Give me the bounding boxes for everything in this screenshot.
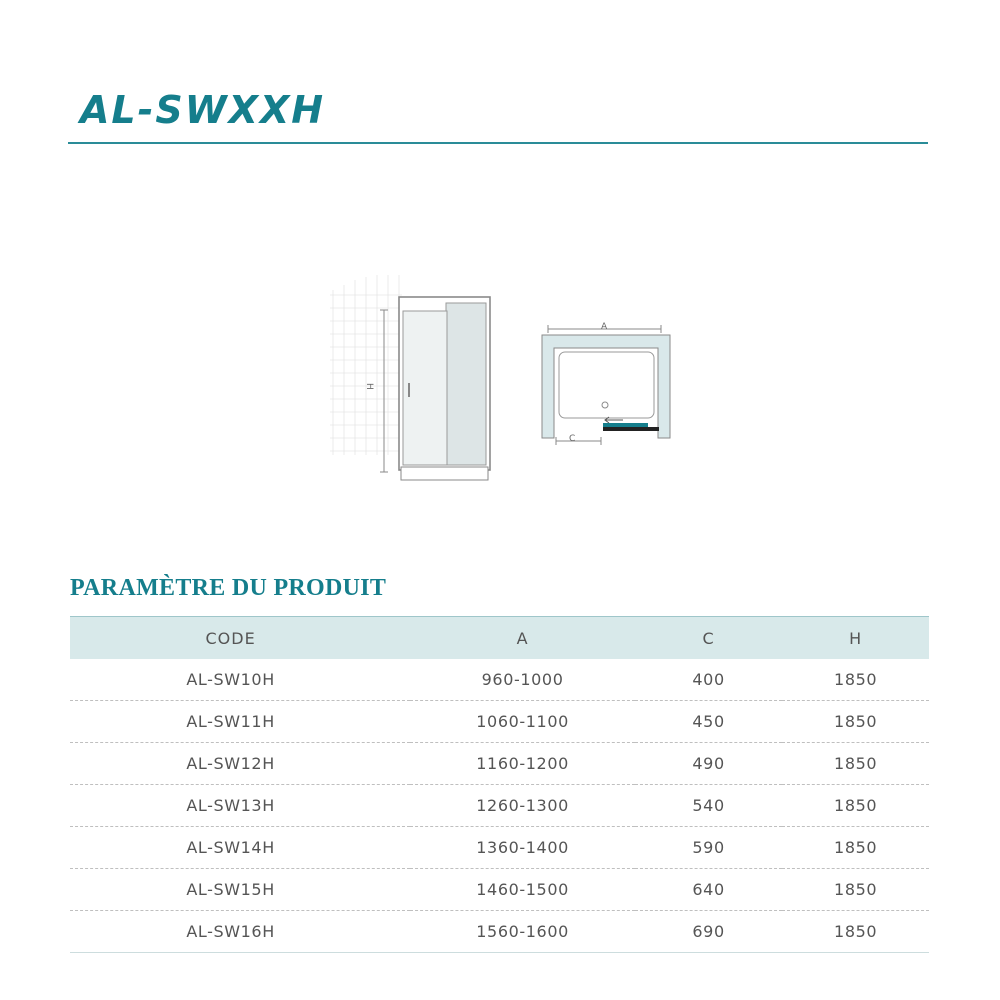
cell-h: 1850 [782,911,929,953]
product-diagrams [325,275,685,490]
cell-c: 400 [635,659,782,701]
opening-label: C [569,434,576,444]
cell-h: 1850 [782,827,929,869]
glass-panel-top-sliding [603,423,648,427]
cell-a: 1260-1300 [410,785,635,827]
cell-a: 1560-1600 [410,911,635,953]
opening-dimension [556,437,601,445]
table-row [70,869,929,911]
header-a: A [410,617,635,660]
header-code: CODE [70,617,410,660]
cell-c: 690 [635,911,782,953]
cell-h: 1850 [782,701,929,743]
cell-h: 1850 [782,743,929,785]
fixed-glass-panel [446,303,486,465]
table-row [70,743,929,785]
glass-panel-top-fixed [603,427,659,431]
height-label: H [364,383,374,390]
cell-a: 1160-1200 [410,743,635,785]
cell-a: 1460-1500 [410,869,635,911]
cell-a: 1360-1400 [410,827,635,869]
cell-code: AL-SW15H [70,869,410,911]
cell-code: AL-SW14H [70,827,410,869]
title-divider [68,142,928,144]
page-title: AL-SWXXH [80,88,326,132]
top-view-diagram [542,322,670,445]
cell-c: 590 [635,827,782,869]
cell-c: 450 [635,701,782,743]
drain-icon [602,402,608,408]
header-c: C [635,617,782,660]
cell-code: AL-SW11H [70,701,410,743]
width-label: A [601,322,608,332]
cell-c: 640 [635,869,782,911]
door-handle [408,383,410,397]
shower-tray [401,467,488,480]
cell-h: 1850 [782,659,929,701]
cell-code: AL-SW12H [70,743,410,785]
cell-a: 960-1000 [410,659,635,701]
table-row [70,701,929,743]
cell-code: AL-SW10H [70,659,410,701]
product-parameters-table [70,616,929,953]
table-row [70,785,929,827]
cell-a: 1060-1100 [410,701,635,743]
cell-code: AL-SW13H [70,785,410,827]
header-h: H [782,617,929,660]
cell-h: 1850 [782,785,929,827]
cell-code: AL-SW16H [70,911,410,953]
table-row [70,827,929,869]
table-header-row [70,617,929,660]
wall-tile-grid [330,275,402,455]
table-row [70,659,929,701]
cell-c: 540 [635,785,782,827]
cell-h: 1850 [782,869,929,911]
cell-c: 490 [635,743,782,785]
section-heading: PARAMÈTRE DU PRODUIT [70,575,387,601]
table-row [70,911,929,953]
front-view-diagram [330,275,490,480]
